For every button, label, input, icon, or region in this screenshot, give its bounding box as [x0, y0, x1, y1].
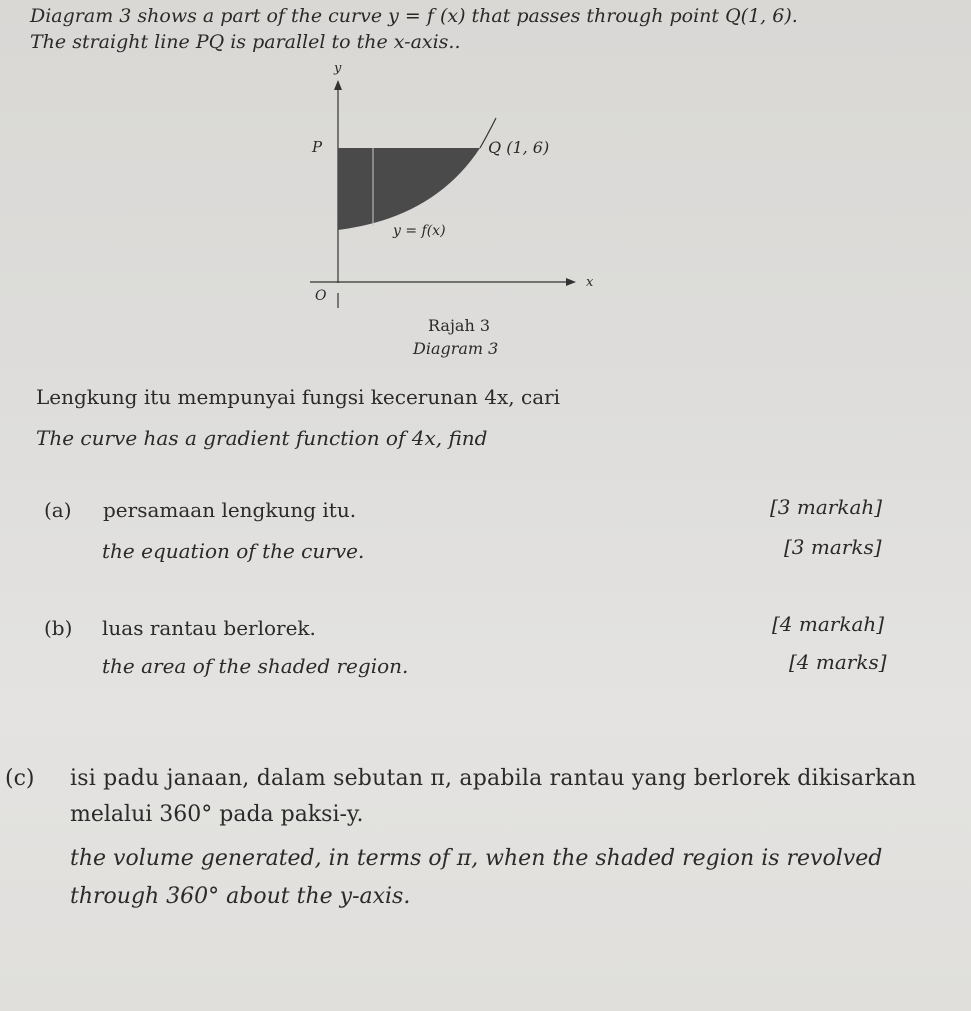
- intro-line-1: Diagram 3 shows a part of the curve y = f (x) that passes through point Q(1, 6).: [30, 5, 798, 27]
- point-q-label: Q (1, 6): [488, 138, 550, 157]
- question-c-malay-line-1: isi padu janaan, dalam sebutan π, apabila rantau yang berlorek dikisarkan: [70, 766, 917, 791]
- point-p-label: P: [312, 138, 323, 156]
- intro-line-2: The straight line PQ is parallel to the x-axis..: [30, 31, 461, 53]
- question-b-malay: luas rantau berlorek.: [102, 616, 316, 640]
- curve-label: y = f(x): [393, 223, 446, 239]
- question-a-malay: persamaan lengkung itu.: [103, 498, 357, 522]
- question-b-marks-english: [4 marks]: [789, 650, 887, 674]
- stem-malay: Lengkung itu mempunyai fungsi kecerunan 4x, cari: [36, 385, 561, 409]
- diagram-3: [290, 58, 610, 316]
- question-b-label: (b): [44, 616, 73, 640]
- question-c-english-line-2: through 360° about the y-axis.: [70, 884, 411, 909]
- stem-english: The curve has a gradient function of 4x, find: [36, 426, 488, 450]
- caption-malay: Rajah 3: [428, 316, 491, 335]
- origin-label: O: [315, 288, 327, 304]
- question-c-malay-line-2: melalui 360° pada paksi-y.: [70, 802, 364, 827]
- caption-english: Diagram 3: [413, 339, 499, 358]
- x-axis-label: x: [586, 275, 594, 290]
- shaded-region: [338, 148, 480, 230]
- y-axis-label: y: [334, 61, 342, 76]
- x-axis-arrowhead: [566, 278, 576, 286]
- question-a-english: the equation of the curve.: [102, 539, 365, 563]
- question-a-label: (a): [44, 498, 72, 522]
- question-a-marks-english: [3 marks]: [784, 535, 882, 559]
- question-c-english-line-1: the volume generated, in terms of π, when the shaded region is revolved: [70, 846, 883, 871]
- question-b-marks-malay: [4 markah]: [772, 612, 885, 636]
- question-b-english: the area of the shaded region.: [102, 654, 409, 678]
- y-axis-arrowhead: [334, 80, 342, 90]
- question-a-marks-malay: [3 markah]: [770, 495, 883, 519]
- question-c-label: (c): [5, 766, 35, 791]
